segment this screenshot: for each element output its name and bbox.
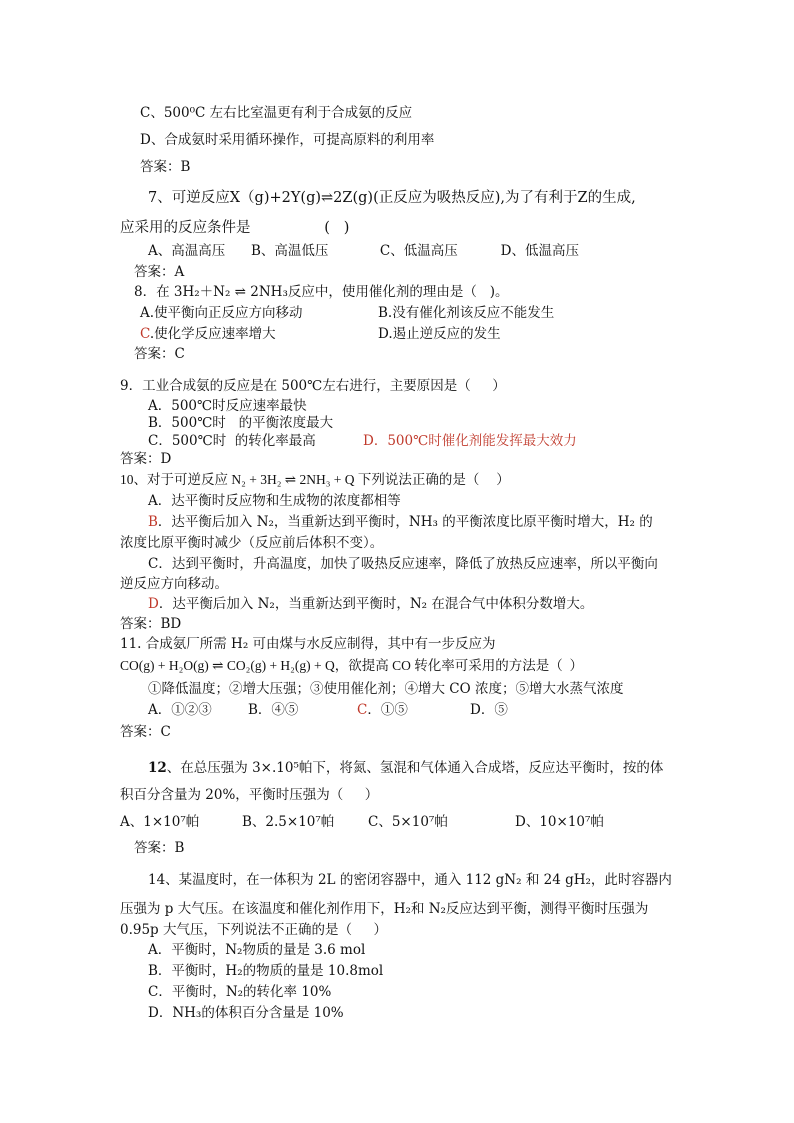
question-number: 12: [148, 760, 167, 776]
question-14-option-d: D．NH₃的体积百分含量是 10%: [148, 1005, 344, 1021]
question-14-option-b: B．平衡时，H₂的物质的量是 10.8mol: [148, 963, 384, 979]
answer-line: 答案：C: [134, 346, 185, 362]
option-letter: C: [140, 326, 150, 342]
question-14-option-a: A．平衡时，N₂物质的量是 3.6 mol: [148, 942, 366, 958]
question-12-option-d: D、10×10⁷帕: [515, 814, 604, 830]
question-14: 14、某温度时，在一体积为 2L 的密闭容器中，通入 112 gN₂ 和 24 gH₂，此时容器内: [148, 872, 672, 888]
question-11-option-d: D．⑤: [470, 702, 508, 718]
question-7: 7、可逆反应X（g)+2Y(g)⇌2Z(g)(正反应为吸热反应),为了有利于Z的生成,: [148, 190, 636, 206]
question-10-option-b: [148, 514, 653, 530]
option-text: .使化学反应速率增大: [149, 326, 276, 342]
answer-line: 答案：B: [134, 840, 185, 856]
option-letter: C: [357, 702, 368, 718]
answer-line: 答案：C: [120, 724, 171, 740]
answer-line: 答案：A: [134, 264, 185, 280]
question-11-option-a: A．①②③: [148, 702, 212, 718]
question-10-option-c-cont: 逆反应方向移动。: [120, 576, 228, 592]
option-letter: D: [148, 596, 159, 612]
question-10-option-c: C．达到平衡时，升高温度，加快了吸热反应速率，降低了放热反应速率，所以平衡向: [148, 556, 658, 572]
question-9-option-c: C．500℃时 的转化率最高: [148, 433, 316, 449]
question-11-equation: CO(g) + H₂O(g) ⇌ CO₂(g) + H₂(g) + Q，欲提高 CO 转化率可采用的方法是（ ）: [120, 658, 583, 673]
option-d-line: D、合成氨时采用循环操作，可提高原料的利用率: [140, 132, 435, 148]
question-12: [148, 760, 663, 776]
option-text: ．①⑤: [367, 702, 408, 718]
question-12-option-a: A、1×10⁷帕: [120, 814, 200, 830]
question-7-options: A、高温高压 B、高温低压 C、低温高压 D、低温高压: [148, 243, 579, 259]
question-14-cont: 压强为 p 大气压。在该温度和催化剂作用下，H₂和 N₂反应达到平衡，测得平衡时压强为: [120, 901, 649, 917]
question-7-cont: 应采用的反应条件是 ( ): [120, 220, 350, 236]
question-9-option-b: B．500℃时 的平衡浓度最大: [148, 415, 334, 431]
question-8: 8．在 3H₂＋N₂ ⇌ 2NH₃反应中，使用催化剂的理由是（ )。: [134, 284, 509, 300]
question-11-option-b: B．④⑤: [248, 702, 299, 718]
answer-line: 答案：D: [120, 451, 172, 467]
question-8-option-d: D.遏止逆反应的发生: [378, 326, 501, 342]
question-9-option-d: D．500℃时催化剂能发挥最大效力: [363, 433, 577, 449]
option-text: ．达平衡后加入 N₂，当重新达到平衡时，N₂ 在混合气中体积分数增大。: [158, 596, 594, 612]
option-text: ．达平衡后加入 N₂，当重新达到平衡时，NH₃ 的平衡浓度比原平衡时增大，H₂ 的: [157, 514, 653, 530]
answer-line: 答案：BD: [120, 616, 182, 632]
option-c-line: C、500⁰C 左右比室温更有利于合成氨的反应: [140, 105, 413, 121]
question-10: 10、对于可逆反应 N₂ + 3H₂ ⇌ 2NH₃ + Q 下列说法正确的是（ ）: [120, 472, 510, 487]
question-11-conditions: ①降低温度；②增大压强；③使用催化剂；④增大 CO 浓度；⑤增大水蒸气浓度: [148, 681, 624, 697]
question-8-option-b: B.没有催化剂该反应不能发生: [378, 305, 555, 321]
question-14-option-c: C．平衡时，N₂的转化率 10%: [148, 984, 332, 1000]
question-11-option-c: [357, 702, 408, 718]
question-10-option-d: [148, 596, 593, 612]
option-letter: B: [148, 514, 158, 530]
question-12-cont: 积百分含量为 20%，平衡时压强为（ ）: [120, 787, 379, 803]
question-9-option-a: A．500℃时反应速率最快: [148, 398, 307, 414]
question-12-option-c: C、5×10⁷帕: [368, 814, 448, 830]
question-9: 9．工业合成氨的反应是在 500℃左右进行，主要原因是（ ）: [120, 378, 506, 394]
question-12-option-b: B、2.5×10⁷帕: [242, 814, 335, 830]
question-8-option-a: A.使平衡向正反应方向移动: [140, 305, 303, 321]
question-11: 11. 合成氨厂所需 H₂ 可由煤与水反应制得，其中有一步反应为: [120, 636, 496, 652]
question-14-cont-2: 0.95p 大气压，下列说法不正确的是（ ）: [120, 922, 387, 938]
question-10-option-a: A．达平衡时反应物和生成物的浓度都相等: [148, 493, 401, 509]
question-10-option-b-cont: 浓度比原平衡时减少（反应前后体积不变）。: [120, 535, 384, 551]
question-text: 、在总压强为 3×.10⁵帕下，将氮、氢混和气体通入合成塔，反应达平衡时，按的体: [166, 760, 664, 776]
answer-line: 答案：B: [140, 159, 191, 175]
question-8-option-c: [140, 326, 276, 342]
